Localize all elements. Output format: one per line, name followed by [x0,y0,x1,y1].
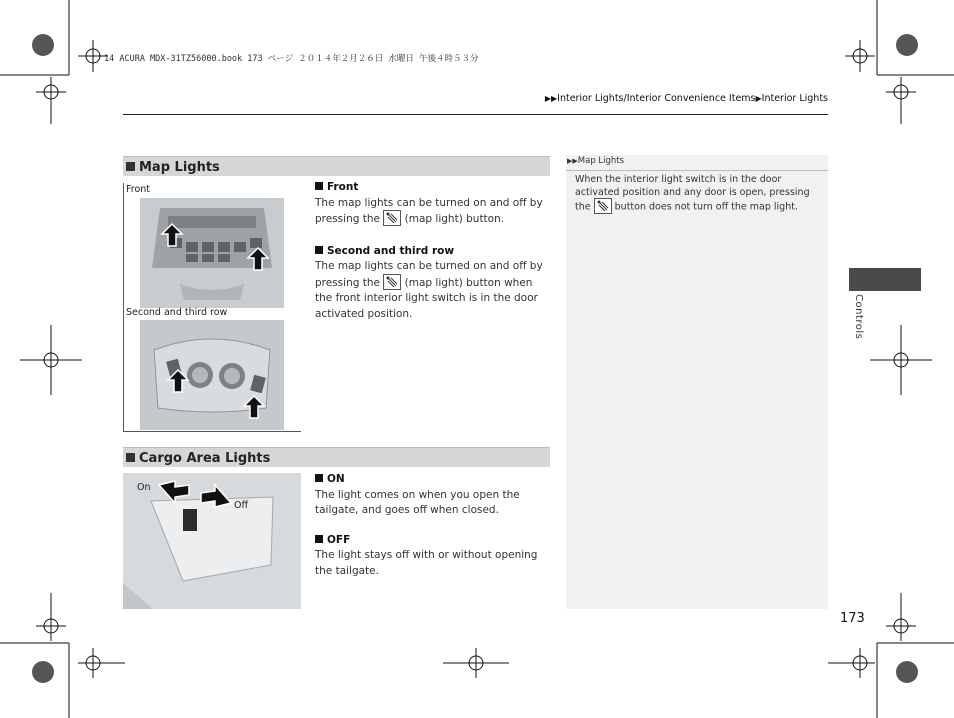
breadcrumb-arrows: ▶▶ [544,94,558,103]
cargo-lights-title: Cargo Area Lights [139,451,271,466]
sidebar-title: Map Lights [577,156,625,166]
controls-chapter-tab[interactable] [849,268,921,291]
bullet-square-icon [315,246,323,254]
on-label: On [137,482,151,493]
front-text-a: The map lights can be turned on and off by pressing the [315,196,543,225]
rear-text-a: The map lights can be turned on and off by pressing the [315,260,543,289]
map-lights-text [315,180,551,322]
print-header: 14 ACURA MDX-31TZ56000.book 173 ページ ２０１４年２月２６日 水曜日 午後４時５３分 [104,54,479,64]
rear-console-illustration [140,320,284,430]
front-caption: Front [126,184,151,195]
sidebar-note [566,155,828,609]
sidebar-text-a: When the interior light switch is in the door activated position and any door is open, pressing the [575,174,810,213]
sidebar-text-b: button does not turn off the map light. [614,201,798,213]
map-lights-section-bar [123,156,550,176]
on-heading: ON [327,473,345,485]
section-square-icon [126,162,135,171]
cargo-lights-section-bar [123,447,550,467]
on-text: The light comes on when you open the tailgate, and goes off when closed. [315,488,520,516]
breadcrumb [545,93,828,104]
sidebar-title-row [566,155,828,171]
rear-text-b: (map light) button when the front interior light switch is in the door activated position. [315,276,538,320]
front-console-illustration [140,198,284,308]
front-heading: Front [327,181,359,193]
front-text-b: (map light) button. [404,213,505,225]
cargo-lights-text [315,472,551,579]
off-heading: OFF [327,533,351,546]
section-square-icon [126,453,135,462]
note-icon: ▶▶ [567,157,578,165]
controls-tab-label: Controls [853,294,864,340]
map-lights-title: Map Lights [139,160,220,175]
rear-heading: Second and third row [327,244,455,257]
map-light-icon [383,210,401,226]
header-rule [123,114,828,115]
sidebar-body [566,171,828,215]
map-light-icon [383,274,401,290]
cargo-switch-illustration [123,473,301,609]
bullet-square-icon [315,535,323,543]
breadcrumb-separator: ▶ [755,94,762,103]
bullet-square-icon [315,182,323,190]
page-number: 173 [840,611,865,626]
cargo-lights-figure [123,473,301,609]
bullet-square-icon [315,474,323,482]
breadcrumb-part-2[interactable]: Interior Lights [761,93,828,104]
off-text: The light stays off with or without opening the tailgate. [315,549,538,577]
off-label: Off [234,500,249,511]
map-lights-figure [123,183,301,432]
rear-caption: Second and third row [126,307,228,318]
breadcrumb-part-1[interactable]: Interior Lights/Interior Convenience Items [557,93,756,104]
map-light-icon [594,198,612,214]
